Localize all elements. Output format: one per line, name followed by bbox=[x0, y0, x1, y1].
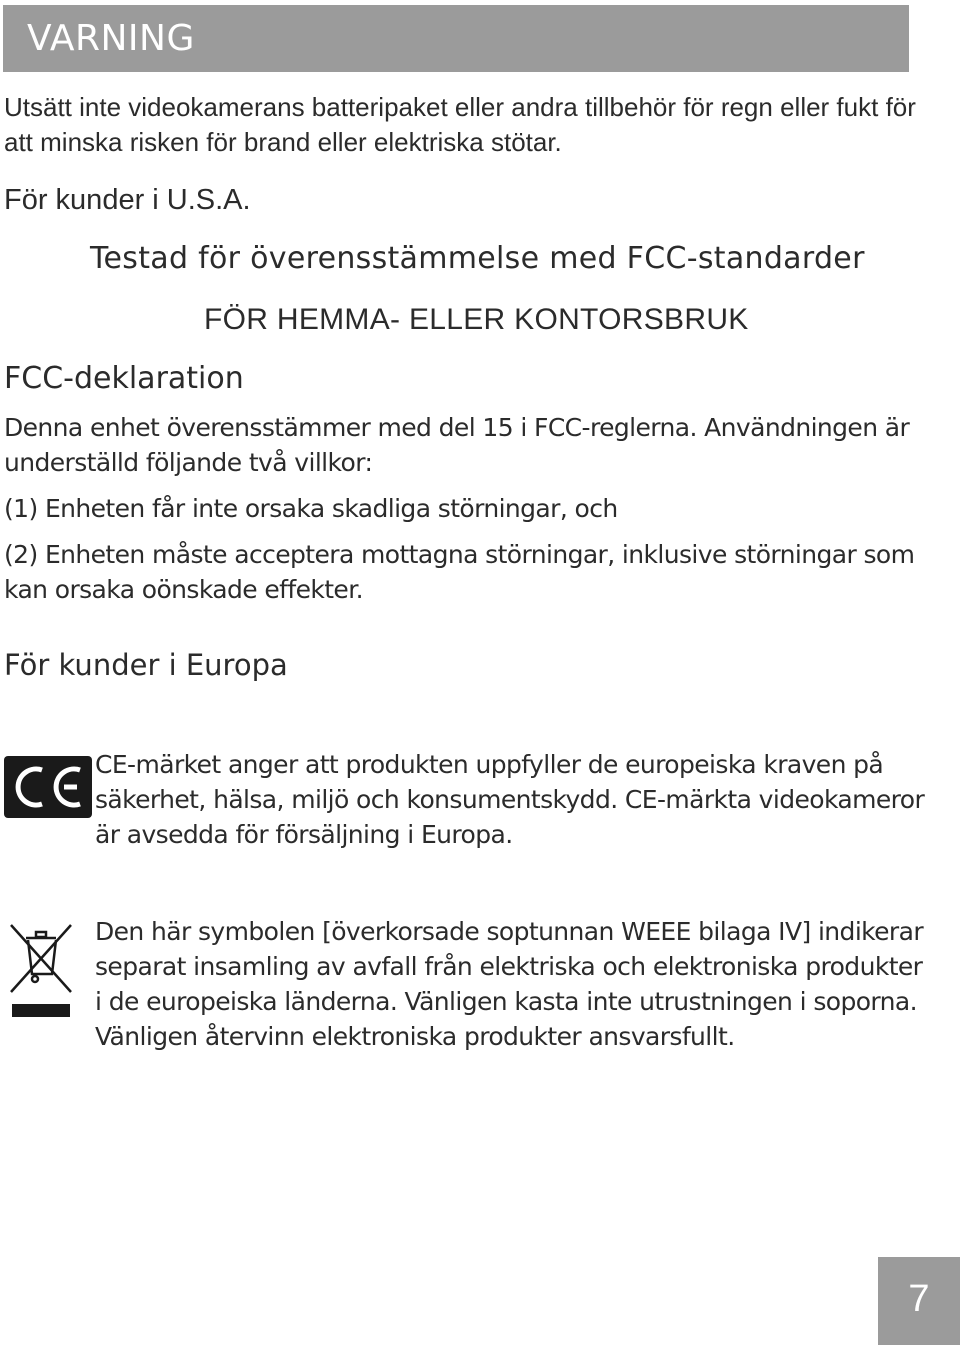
warning-text: Utsätt inte videokamerans batteripaket eller andra tillbehör för regn eller fukt för att minska risken för brand eller elektriska stötar. bbox=[4, 92, 916, 157]
usa-heading: För kunder i U.S.A. bbox=[4, 184, 251, 216]
warning-banner bbox=[3, 5, 909, 72]
page-number: 7 bbox=[908, 1278, 930, 1320]
fcc-declaration-heading: FCC-deklaration bbox=[4, 361, 244, 396]
warning-title: VARNING bbox=[27, 18, 195, 59]
weee-description: Den här symbolen [överkorsade soptunnan WEEE bilaga IV] indikerar separat insamling av avfall från elektriska och elektroniska produkter i de europeiska länderna. Vänligen kasta inte utrustningen i soporna. Vänligen återvinn elektroniska produkter ansvarsfullt. bbox=[95, 917, 924, 1051]
europe-heading: För kunder i Europa bbox=[4, 648, 288, 682]
fcc-condition-2: (2) Enheten måste acceptera mottagna störningar, inklusive störningar som kan orsaka oönskade effekter. bbox=[4, 540, 915, 604]
fcc-declaration-text: Denna enhet överensstämmer med del 15 i FCC-reglerna. Användningen är underställd följande två villkor: bbox=[4, 413, 910, 477]
fcc-tested-line: Testad för överensstämmelse med FCC-standarder bbox=[90, 241, 865, 276]
fcc-condition-1: (1) Enheten får inte orsaka skadliga störningar, och bbox=[4, 494, 618, 523]
crossed-out-wheelie-bin-icon bbox=[8, 922, 74, 1018]
ce-mark-icon bbox=[4, 756, 92, 818]
home-office-line: FÖR HEMMA- ELLER KONTORSBRUK bbox=[204, 303, 749, 336]
page-number-box bbox=[878, 1257, 960, 1345]
ce-description: CE-märket anger att produkten uppfyller de europeiska kraven på säkerhet, hälsa, miljö och konsumentskydd. CE-märkta videokameror är avsedda för försäljning i Europa. bbox=[95, 750, 925, 849]
